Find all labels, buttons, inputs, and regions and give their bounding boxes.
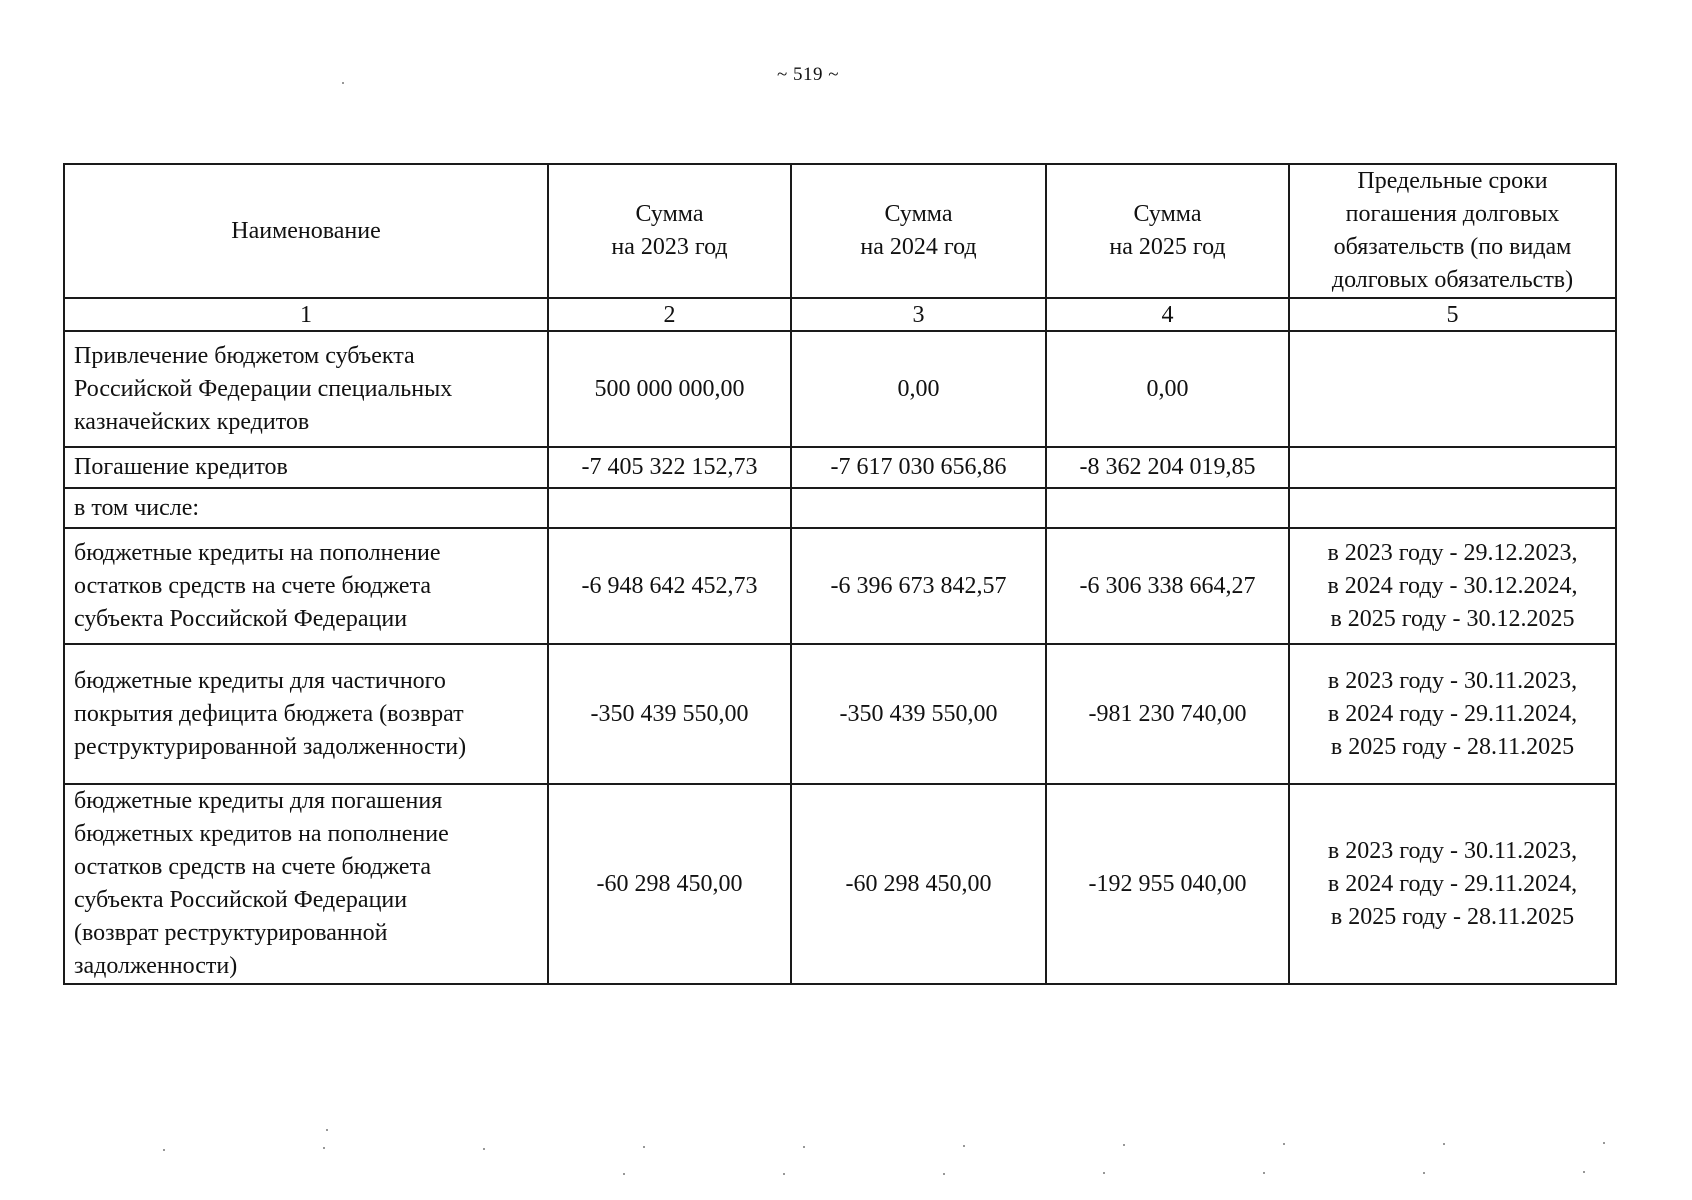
scan-speck <box>1263 1172 1265 1174</box>
scan-speck <box>943 1173 945 1175</box>
deadline-line: в 2025 году - 28.11.2025 <box>1330 733 1575 760</box>
scan-speck <box>1283 1143 1285 1145</box>
column-number: 2 <box>548 298 791 331</box>
table-row <box>64 784 1616 984</box>
row-name-line: бюджетные кредиты для частичного <box>74 667 446 694</box>
row-name-cell <box>64 331 548 447</box>
row-name-line: Российской Федерации специальных <box>74 375 453 402</box>
deadline-line: в 2024 году - 29.11.2024, <box>1327 700 1578 727</box>
sum-2025-cell: -6 306 338 664,27 <box>1046 528 1289 644</box>
row-name-line: задолженности) <box>74 953 238 979</box>
scan-speck <box>326 1129 328 1131</box>
deadline-line: в 2023 году - 30.11.2023, <box>1327 837 1578 864</box>
row-name-line: казначейских кредитов <box>74 408 310 435</box>
header-sum-2023 <box>548 164 791 298</box>
scan-speck <box>643 1146 645 1148</box>
row-name-line: в том числе: <box>74 494 200 521</box>
scan-speck <box>163 1149 165 1151</box>
scan-speck <box>803 1146 805 1148</box>
header-sum-2024-line: Сумма <box>884 201 953 227</box>
table-row <box>64 447 1616 488</box>
deadline-line: в 2025 году - 28.11.2025 <box>1330 903 1575 930</box>
sum-2025-cell: -192 955 040,00 <box>1046 784 1289 984</box>
deadline-cell <box>1289 528 1616 644</box>
deadline-line: в 2025 году - 30.12.2025 <box>1330 605 1575 632</box>
sum-2025-cell: -981 230 740,00 <box>1046 644 1289 784</box>
row-name-cell <box>64 447 548 488</box>
deadline-cell <box>1289 331 1616 447</box>
scan-speck <box>1103 1172 1105 1174</box>
table-row <box>64 528 1616 644</box>
sum-2023-cell: -7 405 322 152,73 <box>548 447 791 488</box>
header-deadline <box>1289 164 1616 298</box>
header-deadline-line: обязательств (по видам <box>1333 234 1572 260</box>
row-name-line: Погашение кредитов <box>74 454 288 480</box>
table-row <box>64 488 1616 528</box>
header-sum-2024 <box>791 164 1046 298</box>
deadline-line: в 2023 году - 30.11.2023, <box>1327 667 1578 694</box>
column-number: 1 <box>64 298 548 331</box>
sum-2024-cell: -60 298 450,00 <box>791 784 1046 984</box>
scan-speck <box>483 1148 485 1150</box>
scan-speck <box>1423 1172 1425 1174</box>
header-sum-2025-line: Сумма <box>1133 201 1202 227</box>
scan-speck <box>623 1173 625 1175</box>
column-number: 4 <box>1046 298 1289 331</box>
row-name-cell <box>64 528 548 644</box>
header-row <box>64 164 1616 298</box>
header-sum-2025 <box>1046 164 1289 298</box>
row-name-line: субъекта Российской Федерации <box>74 605 408 632</box>
deadline-cell <box>1289 784 1616 984</box>
header-sum-2023-line: на 2023 год <box>611 234 728 260</box>
row-name-line: бюджетных кредитов на пополнение <box>74 821 449 847</box>
row-name-line: остатков средств на счете бюджета <box>74 572 432 599</box>
row-name-cell <box>64 644 548 784</box>
header-name <box>64 164 548 298</box>
sum-2025-cell <box>1046 488 1289 528</box>
deadline-cell <box>1289 447 1616 488</box>
scan-speck <box>783 1173 785 1175</box>
deadline-line: в 2023 году - 29.12.2023, <box>1327 539 1578 566</box>
column-number: 5 <box>1289 298 1616 331</box>
header-deadline-line: долговых обязательств) <box>1331 267 1574 293</box>
row-name-cell <box>64 488 548 528</box>
row-name-line: реструктурированной задолженности) <box>74 733 467 760</box>
page-number: ~ 519 ~ <box>776 64 840 85</box>
column-number: 3 <box>791 298 1046 331</box>
scan-speck <box>1123 1144 1125 1146</box>
deadline-cell <box>1289 488 1616 528</box>
sum-2023-cell: -60 298 450,00 <box>548 784 791 984</box>
sum-2023-cell: -350 439 550,00 <box>548 644 791 784</box>
header-sum-2025-line: на 2025 год <box>1109 234 1226 260</box>
header-name-text: Наименование <box>231 217 381 244</box>
sum-2024-cell: 0,00 <box>791 331 1046 447</box>
header-sum-2023-line: Сумма <box>635 201 704 227</box>
scan-speck <box>1583 1171 1585 1173</box>
sum-2025-cell: 0,00 <box>1046 331 1289 447</box>
header-deadline-line: Предельные сроки <box>1357 168 1548 194</box>
row-name-line: Привлечение бюджетом субъекта <box>74 342 415 369</box>
scan-speck <box>1443 1143 1445 1145</box>
header-sum-2024-line: на 2024 год <box>860 234 977 260</box>
row-name-line: покрытия дефицита бюджета (возврат <box>74 700 464 727</box>
sum-2024-cell <box>791 488 1046 528</box>
scan-speck <box>342 82 344 84</box>
sum-2024-cell: -6 396 673 842,57 <box>791 528 1046 644</box>
sum-2025-cell: -8 362 204 019,85 <box>1046 447 1289 488</box>
sum-2024-cell: -350 439 550,00 <box>791 644 1046 784</box>
table-row <box>64 331 1616 447</box>
scan-speck <box>1603 1142 1605 1144</box>
row-name-line: (возврат реструктурированной <box>74 920 388 946</box>
row-name-line: остатков средств на счете бюджета <box>74 854 432 880</box>
scan-speck <box>323 1147 325 1149</box>
deadline-line: в 2024 году - 29.11.2024, <box>1327 870 1578 897</box>
table-row <box>64 644 1616 784</box>
header-deadline-line: погашения долговых <box>1345 201 1560 227</box>
column-number-row <box>64 298 1616 331</box>
sum-2023-cell: 500 000 000,00 <box>548 331 791 447</box>
sum-2023-cell: -6 948 642 452,73 <box>548 528 791 644</box>
deadline-line: в 2024 году - 30.12.2024, <box>1327 572 1578 599</box>
row-name-line: бюджетные кредиты для погашения <box>74 788 443 814</box>
sum-2023-cell <box>548 488 791 528</box>
row-name-line: субъекта Российской Федерации <box>74 887 408 913</box>
debt-table <box>63 163 1617 985</box>
deadline-cell <box>1289 644 1616 784</box>
row-name-cell <box>64 784 548 984</box>
sum-2024-cell: -7 617 030 656,86 <box>791 447 1046 488</box>
scan-speck <box>963 1145 965 1147</box>
row-name-line: бюджетные кредиты на пополнение <box>74 539 441 566</box>
